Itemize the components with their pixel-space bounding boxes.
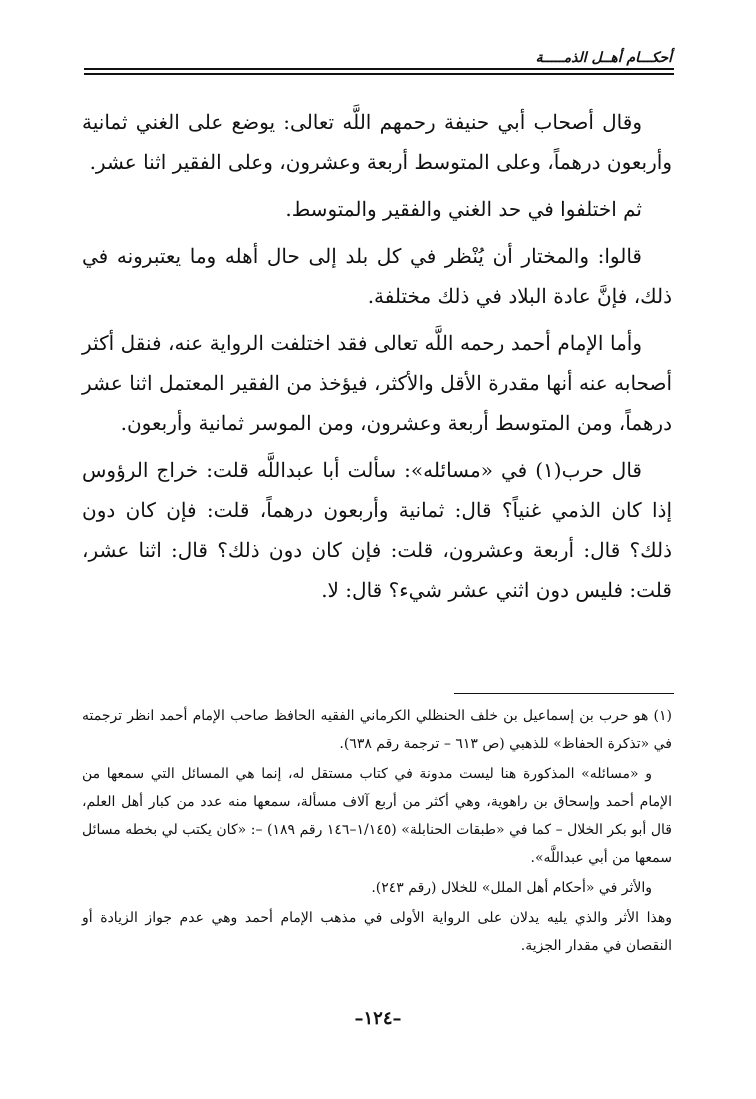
- paragraph-ahmad-narrations: وأما الإمام أحمد رحمه اللَّه تعالى فقد اختلفت الرواية عنه، فنقل أكثر أصحابه عنه أنها مقدرة الأقل والأكثر، فيؤخذ من الفقير المعتمل اثنا عشر درهماً، ومن المتوسط أربعة وعشرون، ومن الموسر ثمانية وأربعون.: [82, 331, 672, 435]
- paragraph-hanafi-amounts: وقال أصحاب أبي حنيفة رحمهم اللَّه تعالى: يوضع على الغني ثمانية وأربعون درهماً، وعلى المتوسط أربعة وعشرون، وعلى الفقير اثنا عشر.: [82, 110, 672, 174]
- main-text: [82, 102, 672, 617]
- footnotes: [82, 702, 672, 962]
- header-rule-bottom: [84, 73, 674, 75]
- paragraph-harb-masail: قال حرب(١) في «مسائله»: سألت أبا عبداللَّه قلت: خراج الرؤوس إذا كان الذمي غنياً؟ قال: ثمانية وأربعون درهماً، قلت: فإن كان دون ذلك؟ قال: أربعة وعشرون، قلت: فإن كان دون ذلك؟ قال: اثنا عشر، قلت: فليس دون اثني عشر شيء؟ قال: لا.: [82, 458, 672, 602]
- footnote-harb-biography: (١) هو حرب بن إسماعيل بن خلف الحنظلي الكرماني الفقيه الحافظ صاحب الإمام أحمد انظر ترجمته في «تذكرة الحفاظ» للذهبي (ص ٦١٣ – ترجمة رقم ٦٣٨).: [82, 708, 673, 752]
- header-rule-top: [84, 68, 674, 70]
- footnote-athar-reference: والأثر في «أحكام أهل الملل» للخلال (رقم ٢٤٣).: [371, 880, 652, 896]
- paragraph-chosen-view: قالوا: والمختار أن يُنْظر في كل بلد إلى حال أهله وما يعتبرونه في ذلك، فإنَّ عادة البلاد في ذلك مختلفة.: [82, 244, 672, 308]
- footnote-conclusion: وهذا الأثر والذي يليه يدلان على الرواية الأولى في مذهب الإمام أحمد وهي عدم جواز الزيادة أو النقصان في مقدار الجزية.: [82, 910, 672, 954]
- footnote-separator: [454, 693, 674, 694]
- paragraph-disagreement: ثم اختلفوا في حد الغني والفقير والمتوسط.: [285, 197, 642, 221]
- running-title: أحكـــام أهــل الذمـــــة: [535, 50, 672, 66]
- page-number: –١٢٤–: [354, 1008, 402, 1029]
- footnote-masail-note: و «مسائله» المذكورة هنا ليست مدونة في كتاب مستقل له، إنما هي المسائل التي سمعها من الإمام أحمد وإسحاق بن راهوية، وهي أكثر من أربع آلاف مسألة، سمعها منه عدد من كبار أهل العلم، قال أبو بكر الخلال – كما في «طبقات الحنابلة» (١/١٤٥–١٤٦ رقم ١٨٩) –: «كان يكتب لي بخطه مسائل سمعها من أبي عبداللَّه».: [82, 766, 672, 866]
